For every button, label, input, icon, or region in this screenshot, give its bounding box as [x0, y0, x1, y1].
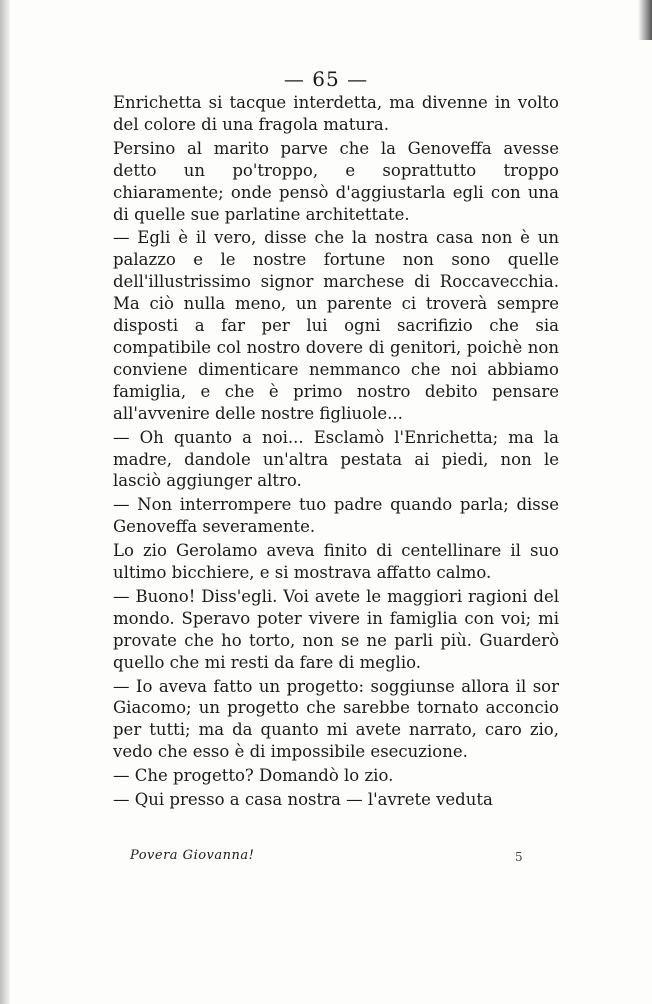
paragraph: — Egli è il vero, disse che la nostra casa non è un palazzo e le nostre fortune non sono quelle dell'illustrissimo signor marchese di Roccavecchia. Ma ciò nulla meno, un parente ci troverà sempre disposti a far per lui ogni sacrifizio che sia compatibile col nostro dovere di genitori, poichè non conviene dimenticare nemmanco che noi abbiamo famiglia, e che è primo nostro debito pensare all'avvenire delle nostre figliuole... [113, 228, 559, 423]
paragraph: — Io aveva fatto un progetto: soggiunse allora il sor Giacomo; un progetto che sarebbe tornato acconcio per tutti; ma da quanto mi avete narrato, caro zio, vedo che esso è di impossibile esecuzione. [113, 676, 559, 762]
paragraph: — Buono! Diss'egli. Voi avete le maggiori ragioni del mondo. Speravo poter vivere in famiglia con voi; mi provate che ho torto, non se ne parli più. Guarderò quello che mi resti da fare di meglio. [113, 586, 559, 672]
paragraph: — Che progetto? Domandò lo zio. [113, 766, 394, 786]
paragraph: — Oh quanto a noi... Esclamò l'Enrichetta; ma la madre, dandole un'altra pestata ai piedi, non le lasciò aggiunger altro. [113, 427, 559, 491]
footer-book-title: Povera Giovanna! [130, 848, 255, 863]
paragraph: — Non interrompere tuo padre quando parla; disse Genoveffa severamente. [113, 495, 559, 537]
paragraph: Enrichetta si tacque interdetta, ma divenne in volto del colore di una fragola matura. [113, 93, 559, 134]
paragraph: Persino al marito parve che la Genoveffa avesse detto un po'troppo, e soprattutto troppo chiaramente; onde pensò d'aggiustarla egli con una di quelle sue parlatine architettate. [113, 138, 559, 224]
paragraph: Lo zio Gerolamo aveva finito di centellinare il suo ultimo bicchiere, e si mostrava affatto calmo. [113, 541, 559, 583]
page-number: — 65 — [283, 67, 369, 91]
body-text [113, 92, 559, 811]
signature-mark: 5 [515, 850, 523, 864]
page-spine-shadow [0, 0, 10, 1004]
corner-mark [638, 0, 652, 40]
paragraph: — Qui presso a casa nostra — l'avrete veduta [113, 790, 493, 810]
